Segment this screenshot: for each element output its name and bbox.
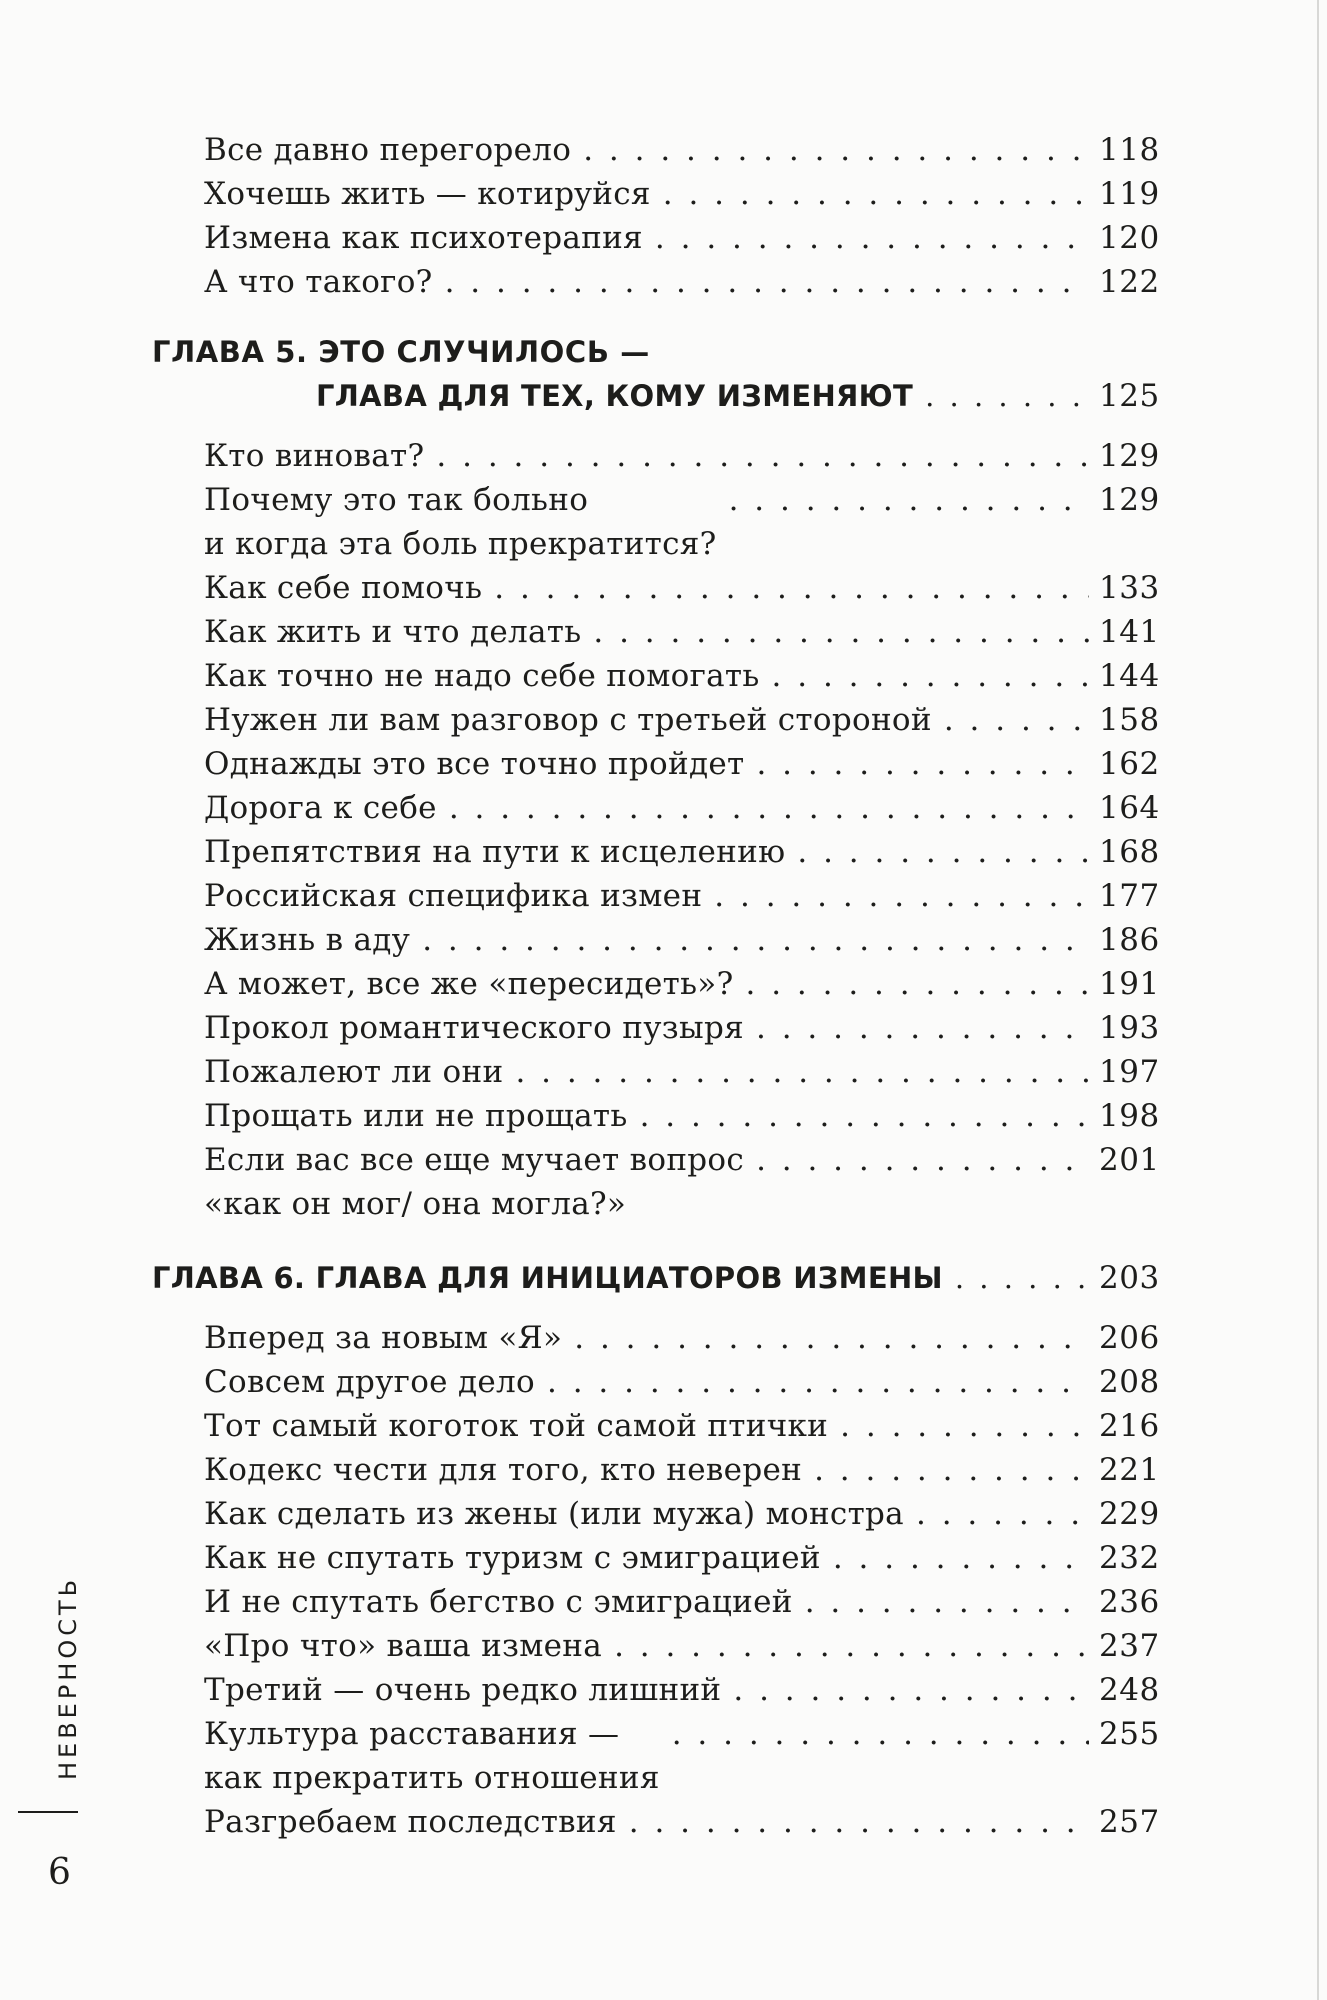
leader-dots [422, 918, 1089, 962]
chapter-5-heading[interactable] [152, 330, 1160, 418]
leader-dots [436, 434, 1089, 478]
toc-entry[interactable] [152, 1536, 1160, 1580]
leader-dots [629, 1800, 1089, 1844]
chapter-6-page: 203 [1099, 1260, 1160, 1296]
leader-dots [797, 830, 1089, 874]
toc-entry-page: 193 [1099, 1010, 1160, 1046]
toc-entry[interactable] [152, 434, 1160, 478]
toc-entry[interactable] [152, 128, 1160, 172]
chapter-5-entries [152, 434, 1160, 1226]
leader-dots [714, 874, 1089, 918]
leader-dots [756, 1138, 1089, 1182]
toc-entry-page: 164 [1099, 790, 1160, 826]
leader-dots [547, 1360, 1089, 1404]
leader-dots [833, 1536, 1089, 1580]
toc-entry[interactable] [152, 1094, 1160, 1138]
toc-entry[interactable] [152, 1360, 1160, 1404]
chapter-6-entries [152, 1316, 1160, 1844]
chapter-5-page: 125 [1099, 378, 1160, 414]
toc-entry-page: 221 [1099, 1452, 1160, 1488]
toc-entry-page: 118 [1099, 132, 1160, 168]
running-head-text: НЕВЕРНОСТЬ [54, 1575, 82, 1780]
toc-entry-page: 129 [1099, 438, 1160, 474]
toc-entry-page: 168 [1099, 834, 1160, 870]
leader-dots [640, 1094, 1089, 1138]
toc-entry-page: 133 [1099, 570, 1160, 606]
leader-dots [944, 698, 1089, 742]
toc-entry[interactable] [152, 216, 1160, 260]
toc-entry[interactable] [152, 654, 1160, 698]
toc-entry-title [204, 1138, 744, 1226]
toc-entry[interactable] [152, 1316, 1160, 1360]
toc-entry-page: 158 [1099, 702, 1160, 738]
toc-entry-page: 232 [1099, 1540, 1160, 1576]
leader-dots [494, 566, 1089, 610]
page-edge-line [1317, 0, 1319, 2000]
toc-entry[interactable] [152, 874, 1160, 918]
toc-entry-title-line2: и когда эта боль прекратится? [204, 526, 717, 562]
running-head [26, 1540, 106, 1780]
toc-entry-title [204, 478, 717, 566]
toc-entry[interactable] [152, 478, 1160, 566]
leader-dots [655, 216, 1089, 260]
chapter-6-title: ГЛАВА 6. ГЛАВА ДЛЯ ИНИЦИАТОРОВ ИЗМЕНЫ [152, 1261, 943, 1295]
toc-entry-title: Все давно перегорело [204, 132, 572, 168]
toc-entry[interactable] [152, 830, 1160, 874]
toc-entry-title: Пожалеют ли они [204, 1054, 504, 1090]
table-of-contents [152, 128, 1160, 1844]
leader-dots [756, 1006, 1089, 1050]
toc-entry[interactable] [152, 1448, 1160, 1492]
toc-entry-page: 248 [1099, 1672, 1160, 1708]
leader-dots [756, 742, 1089, 786]
toc-entry-title: Разгребаем последствия [204, 1804, 617, 1840]
leader-dots [814, 1448, 1089, 1492]
toc-entry[interactable] [152, 918, 1160, 962]
toc-entry-title: Дорога к себе [204, 790, 437, 826]
leader-dots [916, 1492, 1089, 1536]
toc-entry[interactable] [152, 566, 1160, 610]
leader-dots [445, 260, 1089, 304]
leader-dots [772, 654, 1089, 698]
toc-entry-title [204, 1712, 660, 1800]
chapter-5-title-line2-row [152, 374, 1160, 418]
pre-chapter-entries [152, 128, 1160, 304]
toc-entry[interactable] [152, 786, 1160, 830]
toc-entry-title: Третий — очень редко лишний [204, 1672, 722, 1708]
page-number: 6 [48, 1852, 71, 1893]
leader-dots [746, 962, 1090, 1006]
toc-entry-page: 197 [1099, 1054, 1160, 1090]
toc-entry-page: 177 [1099, 878, 1160, 914]
leader-dots [840, 1404, 1089, 1448]
leader-dots [515, 1050, 1089, 1094]
toc-entry-title: Как жить и что делать [204, 614, 582, 650]
toc-entry-title-line1: Культура расставания — [204, 1716, 620, 1752]
toc-entry-title: Прокол романтического пузыря [204, 1010, 744, 1046]
toc-entry-title: Хочешь жить — котирyйся [204, 176, 651, 212]
toc-entry-page: 255 [1099, 1716, 1160, 1752]
toc-entry[interactable] [152, 1138, 1160, 1226]
chapter-5-title-line2: ГЛАВА ДЛЯ ТЕХ, КОМУ ИЗМЕНЯЮТ [316, 379, 914, 413]
leader-dots [729, 478, 1089, 522]
leader-dots [672, 1712, 1089, 1756]
toc-entry-page: 237 [1099, 1628, 1160, 1664]
toc-entry-title: Измена как психотерапия [204, 220, 643, 256]
toc-entry-title: Совсем другое дело [204, 1364, 535, 1400]
toc-entry-title: А может, все же «пересидеть»? [204, 966, 734, 1002]
toc-entry-title-line2: как прекратить отношения [204, 1760, 660, 1796]
toc-entry-page: 229 [1099, 1496, 1160, 1532]
toc-entry-page: 141 [1099, 614, 1160, 650]
toc-entry-title: Как точно не надо себе помогать [204, 658, 760, 694]
toc-entry-page: 208 [1099, 1364, 1160, 1400]
toc-entry[interactable] [152, 1712, 1160, 1800]
toc-entry-title: Вперед за новым «Я» [204, 1320, 563, 1356]
toc-entry[interactable] [152, 172, 1160, 216]
toc-entry-title-line2: «как он мог/ она могла?» [204, 1186, 627, 1222]
toc-entry-title: И не спутать бегство с эмиграцией [204, 1584, 793, 1620]
toc-entry[interactable] [152, 1050, 1160, 1094]
toc-entry[interactable] [152, 1492, 1160, 1536]
toc-entry[interactable] [152, 1404, 1160, 1448]
chapter-6-heading[interactable] [152, 1256, 1160, 1300]
leader-dots [733, 1668, 1089, 1712]
toc-entry-page: 129 [1099, 482, 1160, 518]
toc-entry-title: «Про что» ваша измена [204, 1628, 603, 1664]
toc-entry[interactable] [152, 1668, 1160, 1712]
toc-entry-page: 236 [1099, 1584, 1160, 1620]
toc-entry-page: 201 [1099, 1142, 1160, 1178]
toc-entry[interactable] [152, 260, 1160, 304]
folio-rule [18, 1811, 78, 1813]
toc-entry[interactable] [152, 742, 1160, 786]
toc-entry[interactable] [152, 1580, 1160, 1624]
leader-dots [574, 1316, 1089, 1360]
toc-entry[interactable] [152, 962, 1160, 1006]
leader-dots [805, 1580, 1089, 1624]
toc-entry-title-line1: Почему это так больно [204, 482, 589, 518]
chapter-5-title-line1: ГЛАВА 5. ЭТО СЛУЧИЛОСЬ — [152, 335, 650, 369]
toc-entry-title: Как себе помочь [204, 570, 483, 606]
toc-entry-page: 120 [1099, 220, 1160, 256]
toc-entry-page: 257 [1099, 1804, 1160, 1840]
leader-dots [663, 172, 1089, 216]
toc-entry-page: 186 [1099, 922, 1160, 958]
toc-entry-title: Тот самый коготок той самой птички [204, 1408, 829, 1444]
leader-dots [449, 786, 1089, 830]
toc-entry-title: Однажды это все точно пройдет [204, 746, 745, 782]
toc-entry-title-line1: Если вас все еще мучает вопрос [204, 1142, 745, 1178]
chapter-6-title-row [152, 1256, 1160, 1300]
toc-entry-page: 198 [1099, 1098, 1160, 1134]
toc-entry-page: 206 [1099, 1320, 1160, 1356]
toc-entry[interactable] [152, 1800, 1160, 1844]
leader-dots [955, 1256, 1089, 1300]
leader-dots [583, 128, 1089, 172]
toc-entry-page: 191 [1099, 966, 1160, 1002]
toc-entry-title: Как не спутать туризм с эмиграцией [204, 1540, 821, 1576]
toc-entry-page: 162 [1099, 746, 1160, 782]
leader-dots [614, 1624, 1089, 1668]
toc-entry-title: Кто виноват? [204, 438, 425, 474]
toc-entry-page: 216 [1099, 1408, 1160, 1444]
leader-dots [593, 610, 1089, 654]
toc-entry-page: 144 [1099, 658, 1160, 694]
toc-entry-title: Кодекс чести для того, кто неверен [204, 1452, 803, 1488]
toc-entry-title: Нужен ли вам разговор с третьей стороной [204, 702, 932, 738]
toc-entry[interactable] [152, 1006, 1160, 1050]
toc-entry-title: Жизнь в аду [204, 922, 411, 958]
toc-entry[interactable] [152, 698, 1160, 742]
toc-entry[interactable] [152, 1624, 1160, 1668]
toc-entry-page: 122 [1099, 264, 1160, 300]
toc-entry-title: Прощать или не прощать [204, 1098, 628, 1134]
toc-entry-title: Препятствия на пути к исцелению [204, 834, 786, 870]
toc-entry[interactable] [152, 610, 1160, 654]
toc-entry-title: А что такого? [204, 264, 433, 300]
toc-entry-page: 119 [1099, 176, 1160, 212]
toc-entry-title: Как сделать из жены (или мужа) монстра [204, 1496, 904, 1532]
leader-dots [925, 374, 1089, 418]
toc-entry-title: Российская специфика измен [204, 878, 703, 914]
